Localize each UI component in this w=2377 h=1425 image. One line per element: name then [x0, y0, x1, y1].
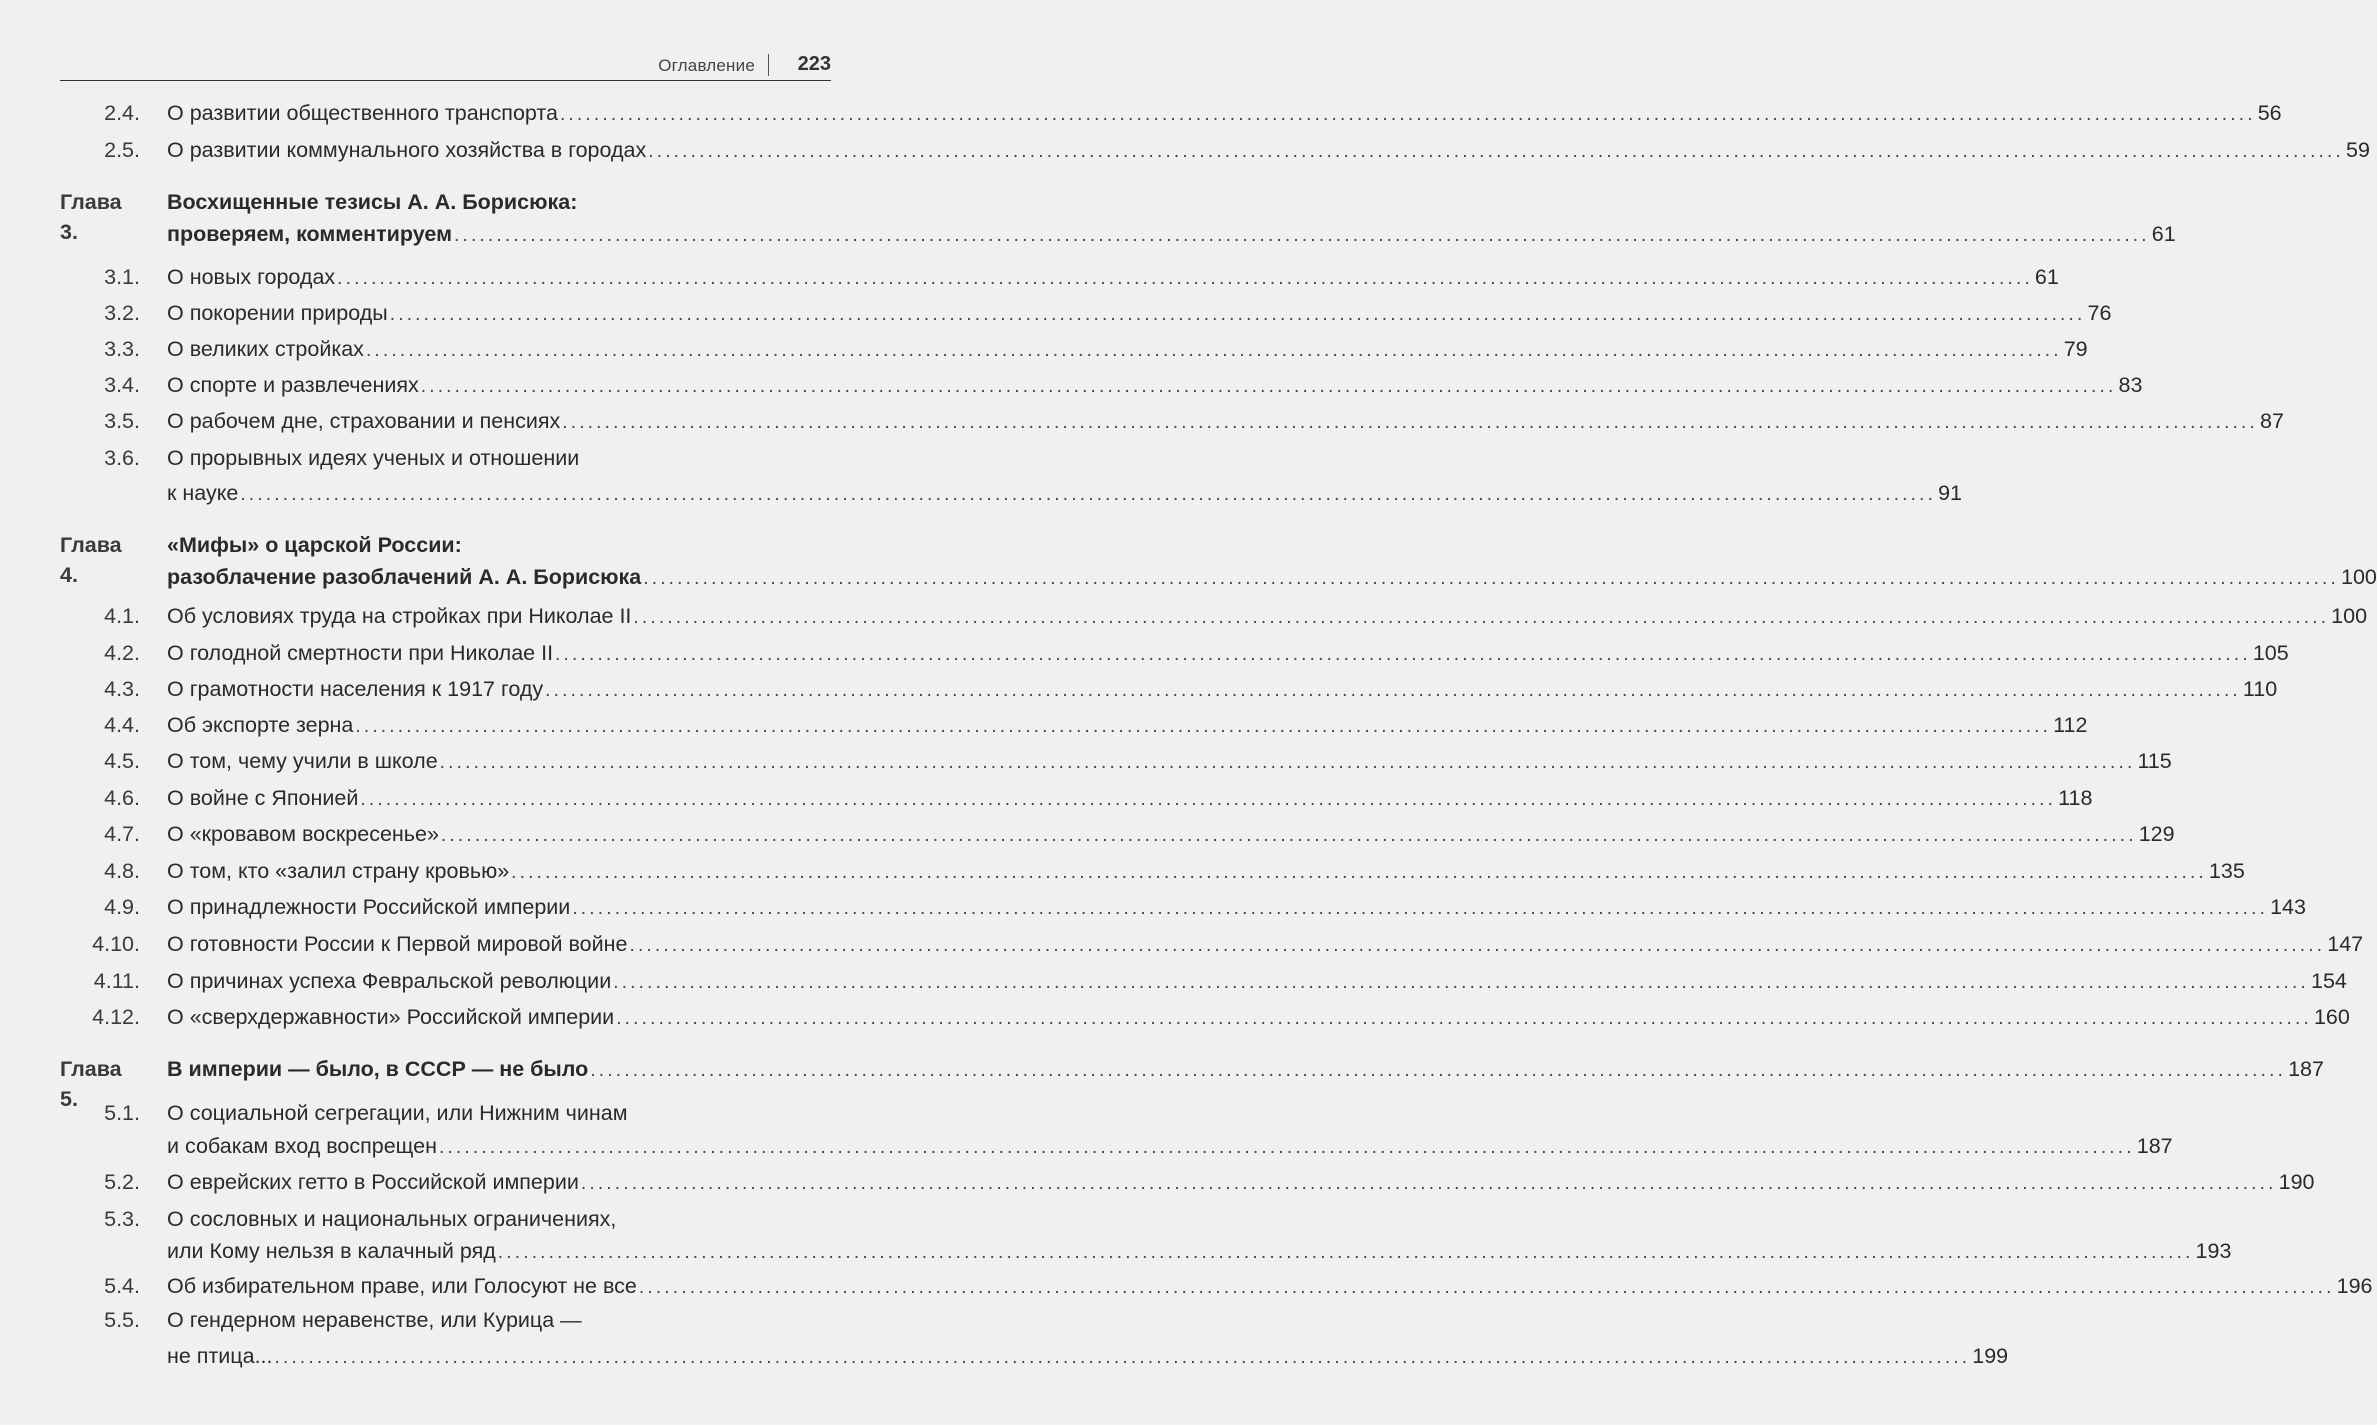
entry-page: 118 [2058, 786, 2093, 810]
entry-page: 196 [2336, 1274, 2373, 1298]
leader-dots: ........................................................................................................................................................................................................ [638, 1277, 2335, 1298]
leader-dots: ........................................................................................................................................................................................................ [438, 1137, 2135, 1158]
entry-number: 4.2. [104, 641, 140, 665]
entry-title: О великих стройках [167, 337, 364, 361]
entry-page: 110 [2242, 677, 2278, 701]
leader-dots: ........................................................................................................................................................................................................ [562, 412, 2259, 433]
entry-page: 87 [2260, 409, 2284, 433]
entry-page: 100 [2331, 604, 2368, 628]
leader-dots: ........................................................................................................................................................................................................ [454, 225, 2150, 246]
entry-page: 61 [2034, 265, 2059, 289]
leader-dots: ........................................................................................................................................................................................................ [439, 752, 2136, 773]
entry-number: 3.5. [104, 409, 140, 433]
leader-dots: ........................................................................................................................................................................................................ [648, 141, 2344, 162]
entry-title: О спорте и развлечениях [167, 373, 419, 397]
entry-number: 4.4. [104, 713, 140, 737]
entry-number: 3.1. [104, 265, 140, 289]
entry-number: Глава 4. [60, 533, 122, 587]
entry-title: О готовности России к Первой мировой войне [167, 932, 628, 956]
entry-page: 160 [2313, 1005, 2350, 1029]
entry-title: О грамотности населения к 1917 году [167, 677, 544, 701]
entry-number: Глава 3. [60, 190, 122, 244]
leader-dots: ........................................................................................................................................................................................................ [497, 1242, 2194, 1263]
entry-page: 190 [2278, 1170, 2315, 1194]
entry-title: проверяем, комментируем [167, 222, 452, 246]
entry-number: 3.4. [104, 373, 140, 397]
entry-number: 4.8. [104, 859, 140, 883]
entry-title: О рабочем дне, страховании и пенсиях [167, 409, 561, 433]
leader-dots: ........................................................................................................................................................................................................ [240, 484, 1937, 505]
entry-title: О покорении природы [167, 301, 388, 325]
entry-title: В империи — было, в СССР — не было [167, 1057, 589, 1081]
leader-dots: ........................................................................................................................................................................................................ [590, 1060, 2287, 1081]
leader-dots: ........................................................................................................................................................................................................ [440, 825, 2137, 846]
entry-page: 187 [2288, 1057, 2324, 1081]
leader-dots: ........................................................................................................................................................................................................ [511, 862, 2207, 883]
entry-number: Глава 5. [60, 1057, 122, 1111]
leader-dots: ........................................................................................................................................................................................................ [365, 340, 2062, 361]
entry-page: 105 [2252, 641, 2289, 665]
entry-number: 4.12. [92, 1005, 140, 1029]
entry-number: 3.6. [104, 446, 140, 470]
leader-dots: ........................................................................................................................................................................................................ [616, 1008, 2312, 1029]
entry-title: О том, кто «залил страну кровью» [167, 859, 510, 883]
header-title: Оглавление [658, 56, 755, 75]
leader-dots: ........................................................................................................................................................................................................ [572, 898, 2269, 919]
leader-dots: ........................................................................................................................................................................................................ [545, 680, 2241, 701]
entry-page: 112 [2053, 713, 2088, 737]
entry-title: к науке [167, 481, 239, 505]
entry-page: 91 [1938, 481, 1963, 505]
entry-title: и собакам вход воспрещен [167, 1134, 437, 1158]
entry-title: О еврейских гетто в Российской империи [167, 1170, 579, 1194]
entry-page: 199 [1972, 1344, 2009, 1368]
leader-dots: ........................................................................................................................................................................................................ [559, 104, 2256, 125]
leader-dots: ........................................................................................................................................................................................................ [337, 268, 2033, 289]
leader-dots: ........................................................................................................................................................................................................ [360, 789, 2057, 810]
entry-number: 3.2. [104, 301, 140, 325]
entry-page: 135 [2208, 859, 2245, 883]
entry-title: О развитии общественного транспорта [167, 101, 558, 125]
leader-dots: ........................................................................................................................................................................................................ [389, 304, 2086, 325]
entry-number: 5.5. [104, 1308, 140, 1332]
page-number: 223 [797, 53, 831, 75]
leader-dots: ........................................................................................................................................................................................................ [420, 376, 2117, 397]
header-separator [768, 54, 770, 76]
entry-title: О голодной смертности при Николае II [167, 641, 554, 665]
leader-dots: ........................................................................................................................................................................................................ [555, 644, 2251, 665]
entry-number: 4.1. [104, 604, 140, 628]
entry-number: 4.9. [104, 895, 140, 919]
entry-page: 56 [2257, 101, 2282, 125]
entry-number: 3.3. [104, 337, 140, 361]
entry-number: 4.3. [104, 677, 140, 701]
entry-title: Об экспорте зерна [167, 713, 354, 737]
entry-page: 59 [2346, 138, 2370, 162]
leader-dots: ........................................................................................................................................................................................................ [633, 607, 2330, 628]
entry-title: О социальной сегрегации, или Нижним чинам [167, 1101, 628, 1125]
entry-page: 147 [2327, 932, 2364, 956]
entry-number: 5.2. [104, 1170, 140, 1194]
entry-number: 4.7. [104, 822, 140, 846]
entry-number: 5.3. [104, 1207, 140, 1231]
leader-dots: ........................................................................................................................................................................................................ [643, 568, 2340, 589]
entry-title: Об условиях труда на стройках при Николае II [167, 604, 632, 628]
entry-number: 2.4. [104, 101, 140, 125]
entry-number: 5.4. [104, 1274, 140, 1298]
entry-title: Об избирательном праве, или Голосуют не все [167, 1274, 637, 1298]
entry-title: или Кому нельзя в калачный ряд [167, 1239, 496, 1263]
entry-number: 4.11. [93, 969, 140, 993]
entry-title: О том, чему учили в школе [167, 749, 438, 773]
entry-page: 193 [2195, 1239, 2232, 1263]
leader-dots: ........................................................................................................................................................................................................ [274, 1347, 1971, 1368]
entry-page: 115 [2137, 749, 2172, 773]
entry-number: 5.1. [104, 1101, 140, 1125]
entry-title: О «кровавом воскресенье» [167, 822, 439, 846]
entry-number: 4.5. [104, 749, 140, 773]
entry-page: 129 [2138, 822, 2175, 846]
entry-page: 154 [2310, 969, 2347, 993]
entry-page: 76 [2087, 301, 2112, 325]
entry-title: О прорывных идеях ученых и отношении [167, 446, 580, 470]
entry-title: О причинах успеха Февральской революции [167, 969, 612, 993]
running-header [60, 48, 831, 81]
entry-page: 79 [2063, 337, 2088, 361]
entry-title: О новых городах [167, 265, 336, 289]
entry-page: 83 [2118, 373, 2143, 397]
entry-number: 2.5. [104, 138, 140, 162]
entry-page: 143 [2270, 895, 2306, 919]
entry-page: 187 [2136, 1134, 2173, 1158]
entry-title: разоблачение разоблачений А. А. Борисюка [167, 565, 642, 589]
entry-title: О сословных и национальных ограничениях, [167, 1207, 617, 1231]
entry-title: О войне с Японией [167, 786, 359, 810]
entry-title: О гендерном неравенстве, или Курица — [167, 1308, 582, 1332]
entry-title: О принадлежности Российской империи [167, 895, 571, 919]
entry-number: 4.6. [104, 786, 140, 810]
leader-dots: ........................................................................................................................................................................................................ [355, 716, 2052, 737]
entry-title: О развитии коммунального хозяйства в городах [167, 138, 647, 162]
entry-title: О «сверхдержавности» Российской империи [167, 1005, 615, 1029]
leader-dots: ........................................................................................................................................................................................................ [629, 935, 2326, 956]
entry-number: 4.10. [92, 932, 140, 956]
entry-page: 61 [2151, 222, 2176, 246]
leader-dots: ........................................................................................................................................................................................................ [613, 972, 2309, 993]
entry-title: Восхищенные тезисы А. А. Борисюка: [167, 190, 578, 214]
leader-dots: ........................................................................................................................................................................................................ [580, 1173, 2277, 1194]
entry-page: 100 [2341, 565, 2377, 589]
entry-title: не птица... [167, 1344, 273, 1368]
entry-title: «Мифы» о царской России: [167, 533, 462, 557]
